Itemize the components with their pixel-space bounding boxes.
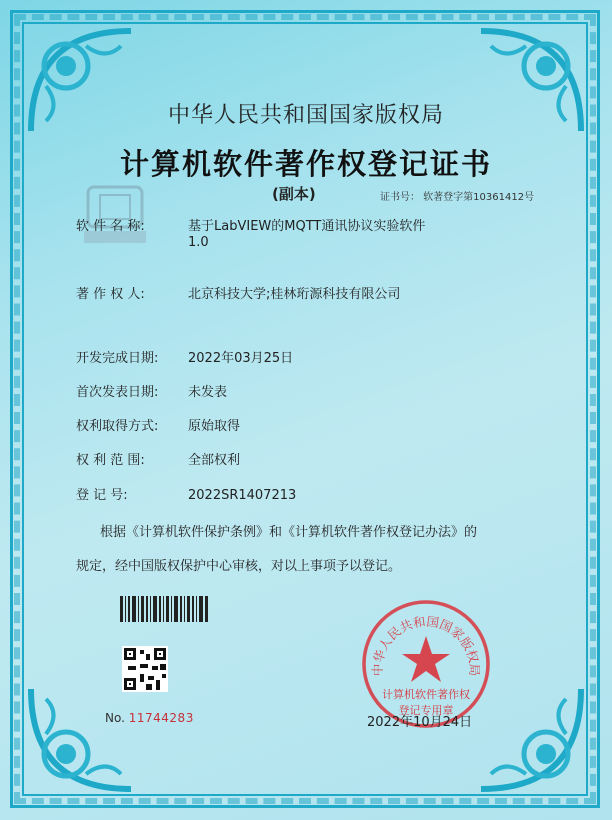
field-label: 登 记 号: xyxy=(76,488,128,503)
field-label: 首次发表日期: xyxy=(76,385,159,400)
seal-center-line-2: 登记专用章 xyxy=(398,704,454,717)
field-value: 未发表 xyxy=(188,385,228,400)
statement-line-1: 根据《计算机软件保护条例》和《计算机软件著作权登记办法》的 xyxy=(100,525,478,540)
seal-ring-text: 中华人民共和国国家版权局 xyxy=(369,613,483,677)
field-label: 著 作 权 人: xyxy=(76,287,145,302)
qr-code-icon xyxy=(122,646,168,692)
field-value: 基于LabVIEW的MQTT通讯协议实验软件 xyxy=(188,219,426,234)
corner-ornament-icon xyxy=(476,684,586,794)
serial-prefix: No. xyxy=(105,711,125,725)
field-label: 开发完成日期: xyxy=(76,351,159,366)
field-registration-number xyxy=(76,484,296,503)
certificate-title: 计算机软件著作权登记证书 xyxy=(119,147,492,181)
cpcc-logo-icon xyxy=(80,183,150,245)
field-value: 北京科技大学;桂林珩源科技有限公司 xyxy=(188,287,401,302)
serial-number xyxy=(105,711,194,725)
barcode-icon xyxy=(120,596,208,622)
field-first-publish-date xyxy=(76,381,227,400)
field-value: 1.0 xyxy=(188,235,209,250)
certificate-number: 证书号： 软著登字第10361412号 xyxy=(380,192,535,203)
copy-label: (副本) xyxy=(272,185,316,203)
field-acquisition-method xyxy=(76,415,240,434)
field-value: 全部权利 xyxy=(188,453,241,468)
field-value: 2022SR1407213 xyxy=(188,488,297,503)
field-label: 软 件 名 称: xyxy=(76,219,145,234)
star-icon xyxy=(402,636,450,682)
field-rights-scope xyxy=(76,449,240,468)
field-value: 2022年03月25日 xyxy=(188,351,294,366)
inner-frame xyxy=(22,22,588,796)
corner-ornament-icon xyxy=(26,684,136,794)
seal-center-line-1: 计算机软件著作权 xyxy=(382,688,470,701)
field-label: 权 利 范 围: xyxy=(76,453,145,468)
issuing-authority: 中华人民共和国国家版权局 xyxy=(167,103,444,128)
field-label: 权利取得方式: xyxy=(76,419,159,434)
statement-line-2: 规定，经中国版权保护中心审核，对以上事项予以登记。 xyxy=(76,559,402,574)
field-software-name xyxy=(76,215,425,234)
field-value: 原始取得 xyxy=(188,419,241,434)
serial-value: 11744283 xyxy=(128,711,194,725)
field-copyright-owner xyxy=(76,283,400,302)
field-software-version xyxy=(188,235,209,250)
field-completion-date xyxy=(76,347,293,366)
issue-date: 2022年10月24日 xyxy=(367,715,473,730)
